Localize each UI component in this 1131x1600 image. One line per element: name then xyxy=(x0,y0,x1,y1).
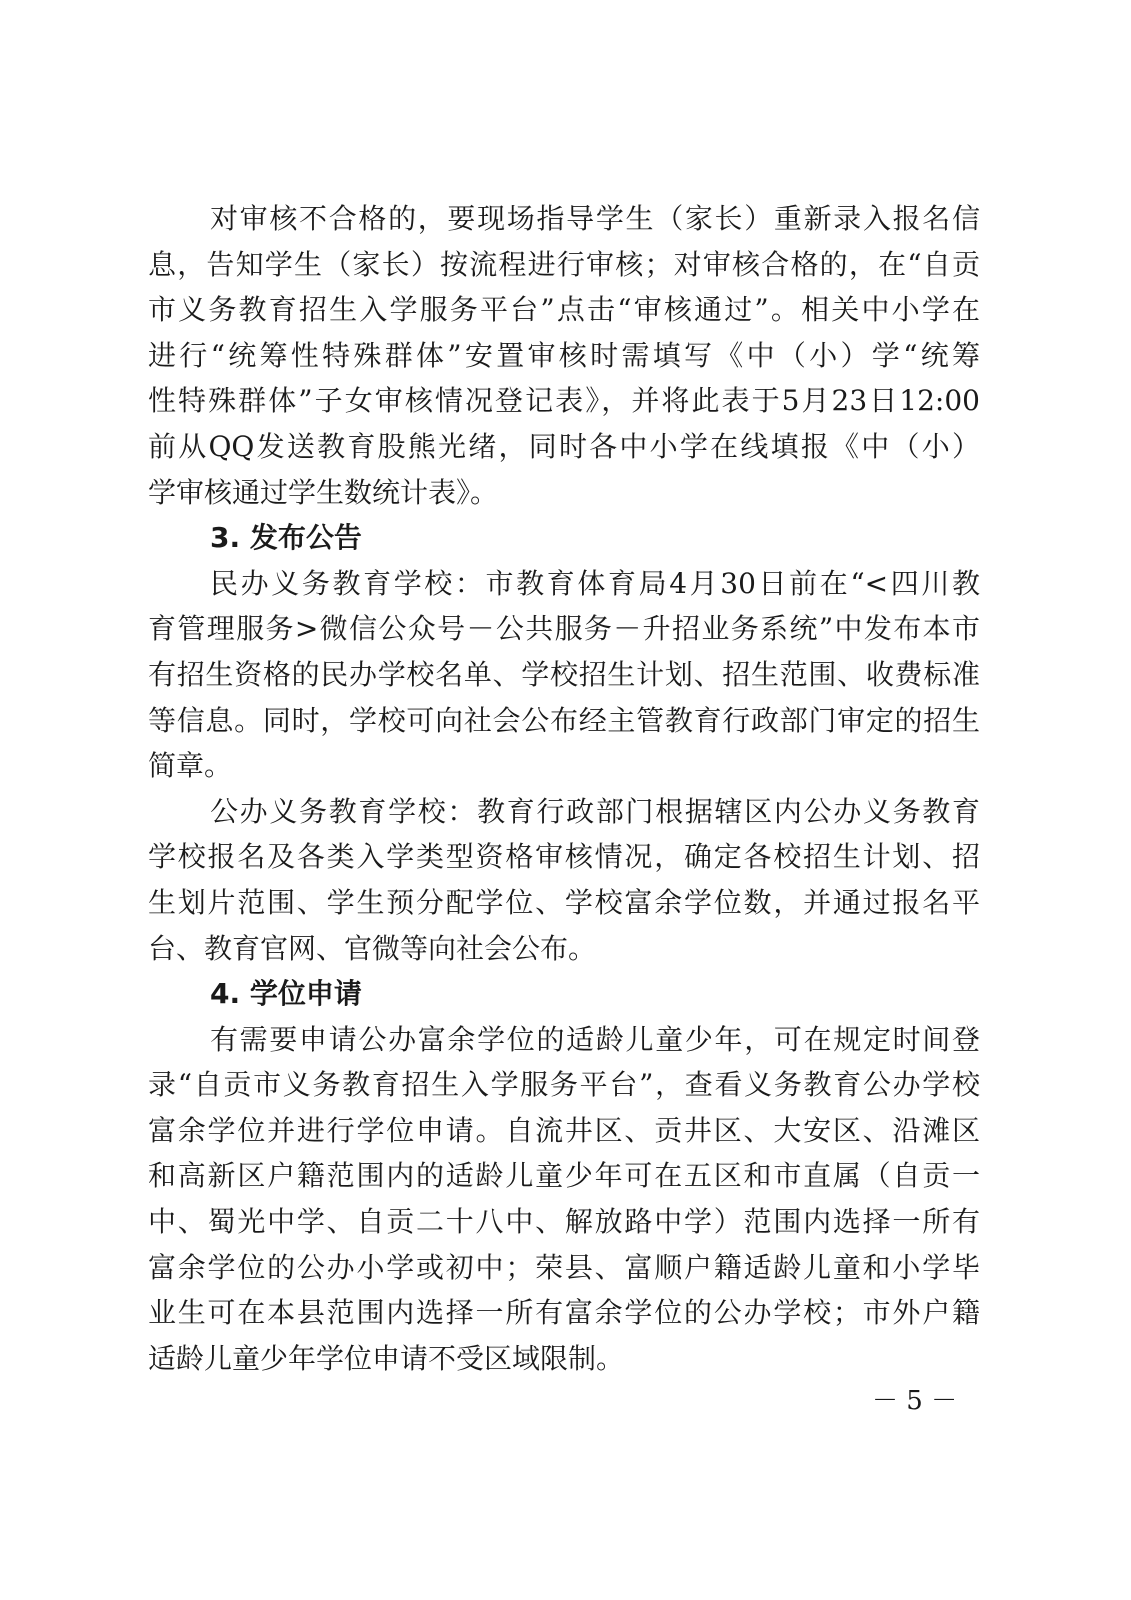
text-line: 学校报名及各类入学类型资格审核情况，确定各校招生计划、招 xyxy=(148,840,980,874)
section-heading-publish-announcement: 3. 发布公告 xyxy=(210,521,362,555)
paragraph-public-schools xyxy=(148,789,980,971)
text-line: 和高新区户籍范围内的适龄儿童少年可在五区和市直属（自贡一 xyxy=(148,1159,980,1193)
text-line: 息，告知学生（家长）按流程进行审核；对审核合格的，在“自贡 xyxy=(148,247,980,281)
text-line: 富余学位并进行学位申请。自流井区、贡井区、大安区、沿滩区 xyxy=(148,1113,980,1147)
page-number: － 5 － xyxy=(872,1386,958,1416)
text-line: 中、蜀光中学、自贡二十八中、解放路中学）范围内选择一所有 xyxy=(148,1205,980,1239)
paragraph-private-schools xyxy=(148,561,980,789)
text-line: 前从QQ发送教育股熊光绪，同时各中小学在线填报《中（小） xyxy=(148,429,980,463)
paragraph-review-instructions xyxy=(148,196,980,515)
section-heading-place-application: 4. 学位申请 xyxy=(210,977,362,1011)
text-line: 适龄儿童少年学位申请不受区域限制。 xyxy=(148,1341,625,1375)
text-line: 生划片范围、学生预分配学位、学校富余学位数，并通过报名平 xyxy=(148,885,980,919)
text-line: 学审核通过学生数统计表》。 xyxy=(148,475,499,509)
text-line: 对审核不合格的，要现场指导学生（家长）重新录入报名信 xyxy=(210,202,980,235)
text-line: 育管理服务>微信公众号－公共服务－升招业务系统”中发布本市 xyxy=(148,612,980,646)
text-line: 进行“统筹性特殊群体”安置审核时需填写《中（小）学“统筹 xyxy=(148,338,980,372)
text-line: 公办义务教育学校：教育行政部门根据辖区内公办义务教育 xyxy=(210,794,980,828)
text-line: 市义务教育招生入学服务平台”点击“审核通过”。相关中小学在 xyxy=(148,293,980,327)
text-line: 有需要申请公办富余学位的适龄儿童少年，可在规定时间登 xyxy=(210,1022,980,1056)
text-line: 等信息。同时，学校可向社会公布经主管教育行政部门审定的招生 xyxy=(148,703,980,737)
document-body xyxy=(148,196,980,1381)
text-line: 台、教育官网、官微等向社会公布。 xyxy=(148,931,597,965)
text-line: 性特殊群体”子女审核情况登记表》，并将此表于5月23日12:00 xyxy=(148,384,980,418)
text-line: 富余学位的公办小学或初中；荣县、富顺户籍适龄儿童和小学毕 xyxy=(148,1250,980,1284)
text-line: 有招生资格的民办学校名单、学校招生计划、招生范围、收费标准 xyxy=(148,657,980,691)
text-line: 录“自贡市义务教育招生入学服务平台”，查看义务教育公办学校 xyxy=(148,1068,980,1102)
paragraph-place-application xyxy=(148,1017,980,1382)
text-line: 民办义务教育学校：市教育体育局4月30日前在“<四川教 xyxy=(210,566,980,600)
text-line: 简章。 xyxy=(148,749,233,783)
text-line: 业生可在本县范围内选择一所有富余学位的公办学校；市外户籍 xyxy=(148,1296,980,1330)
